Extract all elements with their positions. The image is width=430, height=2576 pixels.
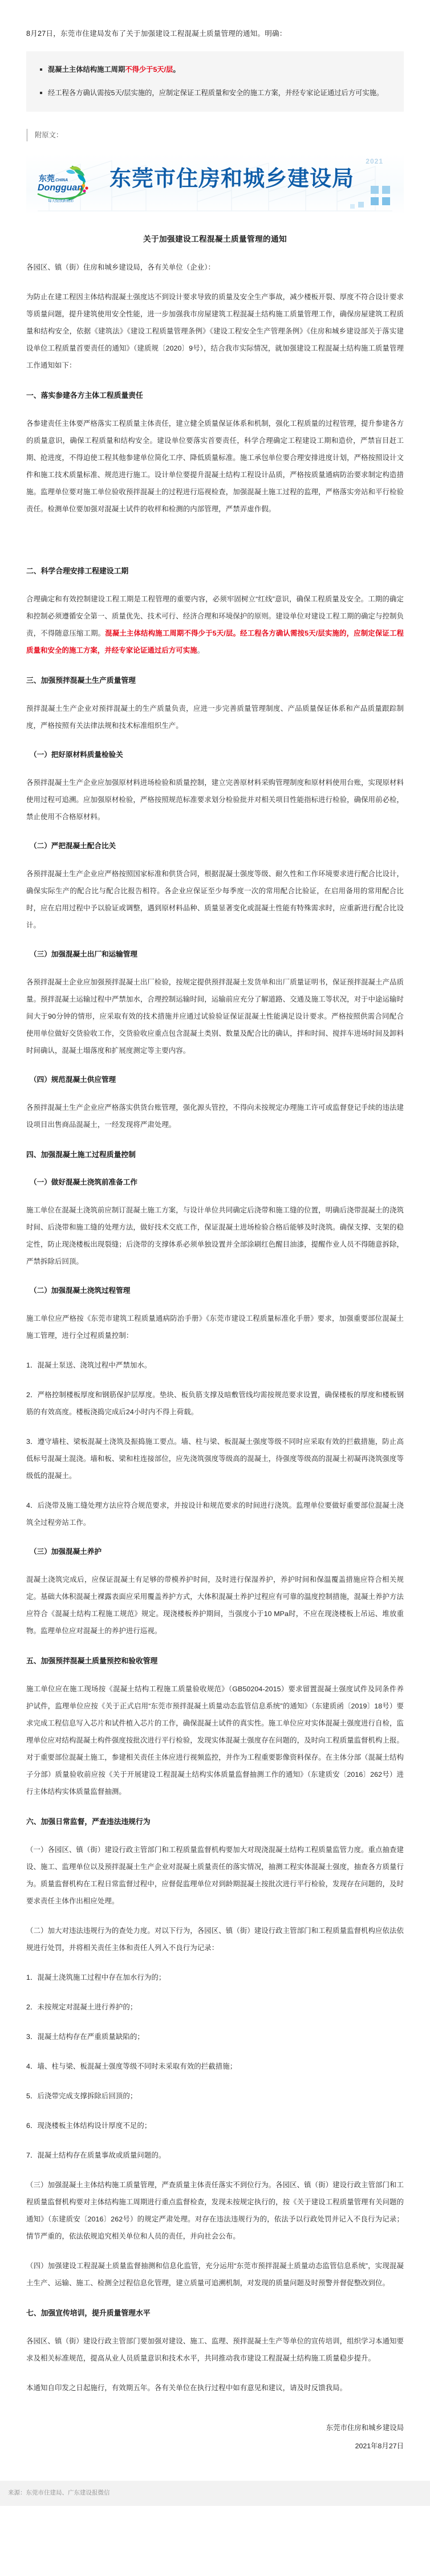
section-heading-1: 一、落实参建各方主体工程质量责任 — [26, 390, 143, 400]
article-page — [0, 7, 430, 2506]
section-paragraph: （四）加强建设工程混凝土质量监督抽测和信息化监管，充分运用“东莞市预拌混凝土质量动态监管信息系统”，实现混凝土生产、运输、施工、检测全过程信息化管理，建立质量可追溯机制，对发现的质量问题及时预警并督促整改到位。 — [26, 2261, 404, 2287]
attachment-note: 附原文： — [26, 129, 404, 141]
section-paragraph: 预拌混凝土生产企业对预拌混凝土的生产质量负责，应进一步完善质量管理制度、产品质量保证体系和产品质量跟踪制度，严格按照有关法律法规和技术标准组织生产。 — [26, 704, 404, 730]
document-preamble: 为防止在建工程因主体结构混凝土强度达不到设计要求导致的质量及安全生产事故，减少楼板开裂、厚度不符合设计要求等质量问题，提升建筑使用安全性能，进一步加强我市房屋建筑工程混凝土结构施工质量管理工作，确保房屋建筑工程质量和结构安全，依据《建筑法》《建设工程质量管理条例》《建设工程安全生产管理条例》《住房和城乡建设部关于落实建设单位工程质量首要责任的通知》（建质规〔2020〕9号），结合我市实际情况，就加强建设工程混凝土结构施工质量管理工作通知如下： — [26, 292, 404, 369]
violation-item-2: 2．未按规定对混凝土进行养护的； — [26, 2003, 137, 2011]
section-heading-7: 七、加强宣传培训，提升质量管理水平 — [26, 2308, 151, 2317]
violation-item-6: 6．现浇楼板主体结构设计厚度不足的； — [26, 2121, 152, 2130]
subsection-paragraph: 各预拌混凝土生产企业应严格按照国家标准和供货合同，根据混凝土强度等级、耐久性和工作环境要求进行配合比设计，确保实际生产的配合比与配合比报告相符。各企业应保证至少每季度一次的常用配合比验证，在启用备用的常用配合比时，应在启用过程中予以验证或调整，遇到原材料品种、质量显著变化或混凝土性能有特殊需求时，应重新进行配合比设计。 — [26, 869, 404, 929]
numbered-item-1: 1．混凝土泵送、浇筑过程中严禁加水。 — [26, 1361, 152, 1369]
numbered-item-4: 4．后浇带及施工缝处理方法应符合规范要求，并按设计和规范要求的时间进行浇筑。监理单位要做好重要部位混凝土浇筑全过程旁站工作。 — [26, 1501, 404, 1527]
section-heading-5: 五、加强预拌混凝土质量预控和验收管理 — [26, 1656, 158, 1665]
section-paragraph: （三）加强混凝土主体结构施工质量管理，严查质量主体责任落实不到位行为。各园区、镇（街）建设行政主管部门和工程质量监督机构要对主体结构施工周期进行重点监督检查，发现未按规定执行的，按《关于建设工程质量管理有关问题的通知》（东建质安〔2016〕262号）的规定严肃处理。对存在违法违规行为的，依法予以行政处罚并记入不良行为记录；情节严重的，依法依规追究相关单位和人员的责任，并向社会公布。 — [26, 2180, 404, 2240]
signature-date: 2021年8月27日 — [355, 2441, 404, 2450]
violation-item-7: 7．混凝土结构存在质量事故或质量问题的。 — [26, 2151, 166, 2159]
section-heading-6: 六、加强日常监督，严查违法违规行为 — [26, 1817, 151, 1826]
subsection-paragraph: 各预拌混凝土生产企业应加强原材料进场检验和质量控制，建立完善原材料采购管理制度和原材料使用台账，实现原材料使用过程可追溯。应加强原材检验，严格按照规范标准要求划分检验批并对相关项目性能指标进行检验，确保用前必检，禁止使用不合格原材料。 — [26, 778, 404, 821]
svg-text:CHINA: CHINA — [55, 178, 68, 182]
violation-item-3: 3．混凝土结构存在严重质量缺陷的； — [26, 2032, 144, 2041]
numbered-item-2: 2．严格控制楼板厚度和钢筋保护层厚度。垫块、板负筋支撑及暗敷管线均需按规范要求设置，确保楼板的厚度和楼板钢筋的有效高度。楼板浇捣完成后24小时内不得上荷载。 — [26, 1390, 404, 1416]
key-point-text: 经工程各方确认需按5天/层实施的，应制定保证工程质量和安全的施工方案，并经专家论证通过后方可实施。 — [48, 88, 384, 97]
section-paragraph: （一）各园区、镇（街）建设行政主管部门和工程质量监督机构要加大对现浇混凝土结构工程质量监管力度。重点抽查建设、施工、监理单位以及预拌混凝土生产企业对混凝土质量责任的落实情况，抽测工程实体混凝土强度，抽查各方质量行为。质量监督机构在工程日常监督过程中，应督促监理单位对到龄期混凝土按批次进行平行检验，发现存在问题的，及时要求责任主体作出相应处理。 — [26, 1845, 404, 1905]
section-heading-4: 四、加强混凝土施工过程质量控制 — [26, 1150, 136, 1159]
svg-text:Dongguan: Dongguan — [38, 182, 83, 193]
svg-text:东莞: 东莞 — [39, 173, 55, 183]
key-point-highlight: 不得少于5天/层 — [125, 65, 173, 74]
section-spacer — [26, 530, 404, 550]
subsection-paragraph: 各预拌混凝土企业应加强预拌混凝土出厂检验，按规定提供预拌混凝土发货单和出厂质量证明书，保证预拌混凝土产品质量。预拌混凝土运输过程中严禁加水，合理控制运输时间，运输前应充分了解道路、交通及施工等状况，对于中途运输时间大于90分钟的情形，应采取有效的技术措施并应通过试验验证保证混凝土性能满足设计要求。严格按照供需合同配合使用单位做好交货验收工作，交货验收应重点包含混凝土类别、数量及配合比的确认，拌和时间、搅拌车进场时间及卸料时间确认，混凝土塌落度和扩展度测定等主要内容。 — [26, 978, 404, 1055]
svg-text:每天绽放新精彩: 每天绽放新精彩 — [48, 198, 74, 203]
section-paragraph: 各园区、镇（街）建设行政主管部门要加强对建设、施工、监理、预拌混凝土生产等单位的宣传培训，组织学习本通知要求及相关标准规范，提高从业人员质量意识和技术水平，共同推动我市建设工程混凝土结构施工质量稳步提升。 — [26, 2337, 404, 2362]
signature-organization: 东莞市住房和城乡建设局 — [326, 2423, 404, 2432]
official-document — [26, 233, 404, 2461]
subsection-heading-3-4: （四）规范混凝土供应管理 — [30, 1075, 116, 1084]
document-title: 关于加强建设工程混凝土质量管理的通知 — [143, 234, 287, 243]
key-point-item — [39, 63, 389, 77]
banner-decorative-squares-icon — [350, 186, 394, 210]
subsection-paragraph: 施工单位在混凝土浇筑前应制订混凝土施工方案，与设计单位共同确定后浇带和施工缝的位置，明确后浇带混凝土的浇筑时间、后浇带和施工缝的处理方法，做好技术交底工作，保证混凝土进场检验合格后能够及时浇筑。确保支撑、支架的稳定性，防止现浇楼板出现裂缝；后浇带的支撑体系必须单独设置并全部涂刷红色醒目油漆，提醒作业人员不得随意拆除，严禁拆除后回顶。 — [26, 1206, 404, 1265]
subsection-heading-4-2: （二）加强混凝土浇筑过程管理 — [30, 1286, 131, 1295]
banner-year: 2021 — [366, 157, 383, 165]
subsection-heading-3-3: （三）加强混凝土出厂和运输管理 — [30, 950, 137, 958]
dongguan-city-logo-icon — [36, 163, 104, 205]
banner-org-title: 东莞市住房和城乡建设局 — [109, 166, 355, 191]
section-paragraph-mixed — [26, 591, 404, 659]
violation-item-4: 4．墙、柱与梁、板混凝土强度等级不同时未采取有效的拦截措施； — [26, 2062, 237, 2070]
subsection-heading-4-3: （三）加强混凝土养护 — [30, 1547, 102, 1556]
key-points-callout — [26, 51, 404, 112]
paragraph-text-plain: 合理确定和有效控制建设工程工期是工程管理的重要内容，必须牢固树立“红线”意识，确保工程质量及安全。工期的确定和控制必须遵循安全第一、质量优先、技术可行、经济合理和环境保护的原则。建设单位对建设工程工期的确定与控制负责，不得随意压缩工期。 — [26, 595, 404, 637]
key-point-item — [39, 86, 389, 100]
section-heading-2: 二、科学合理安排工程建设工期 — [26, 566, 129, 575]
section-paragraph: 各参建责任主体要严格落实工程质量主体责任，建立健全质量保证体系和机制，强化工程质量的过程管理，提升参建各方的质量意识，确保工程质量和结构安全。建设单位要落实首要责任，科学合理确定工程建设工期和造价，严禁盲目赶工期、抢进度，不得迫使工程其他参建单位简化工序、降低质量标准。施工承包单位要合理安排进度计划，严格按照设计文件和施工技术质量标准、规范进行施工。设计单位要提升混凝土结构工程设计品质，严格按质量通病防治要求制定构造措施。监理单位要对施工单位验收预拌混凝土的过程进行巡视检查，加强混凝土施工过程的监理，严格落实旁站和平行检验责任。检测单位要加强对混凝土试件的收样和检测的内部管理，严禁弄虚作假。 — [26, 419, 404, 513]
section-heading-3: 三、加强预拌混凝土生产质量管理 — [26, 675, 136, 685]
subsection-paragraph: 混凝土浇筑完成后，应保证混凝土有足够的带模养护时间，及时进行保湿养护，养护时间和保温覆盖措施应符合相关规定。基础大体积混凝土裸露表面应采用覆盖养护方式，大体积混凝土养护过程应有可靠的温度控制措施，混凝土养护方法应符合《混凝土结构工程施工规范》规定。现浇楼板养护期间，当强度小于10 MPa时，不应在现浇楼板上吊运、堆放重物。监理单位应对混凝土的养护进行巡视。 — [26, 1575, 404, 1635]
signature-block — [26, 2419, 404, 2455]
document-salutation: 各园区、镇（街）住房和城乡建设局，各有关单位（企业）： — [26, 263, 216, 271]
violation-item-1: 1．混凝土浇筑施工过程中存在加水行为的； — [26, 1973, 166, 1981]
subsection-heading-4-1: （一）做好混凝土浇筑前准备工作 — [30, 1178, 137, 1186]
article-footer-source: 来源：东莞市住建局、广东建设报微信 — [0, 2481, 430, 2506]
section-paragraph: 本通知自印发之日起施行，有效期五年。各有关单位在执行过程中如有意见和建议，请及时反馈我局。 — [26, 2383, 347, 2392]
section-paragraph: 施工单位应在施工现场按《混凝土结构工程施工质量验收规范》（GB50204-2015）要求留置混凝土强度试件及同条件养护试件，监理单位应按《关于正式启用“东莞市预拌混凝土质量动态监管信息系统”的通知》（东建质函〔2019〕18号）要求完成工程信息写入芯片和试件植入芯片的工作，确保混凝土试件的真实性。施工单位应对实体混凝土强度进行自检，监理单位应对结构混凝土构件强度按批次进行平行检验，发现实体混凝土强度存在问题的，及时向工程质量监督机构上报。对于重要部位混凝土施工，参建相关责任主体应进行视频监控，并作为工程重要影像资料保存。在主体分部（混凝土结构子分部）质量验收前应按《关于开展建设工程混凝土结构实体质量监督抽测工作的通知》（东建质安〔2016〕262号）进行主体结构实体质量监督抽测。 — [26, 1684, 404, 1796]
section-paragraph: （二）加大对违法违规行为的查处力度。对以下行为，各园区、镇（街）建设行政主管部门和工程质量监督机构应依法依规进行处罚，并将相关责任主体和责任人列入不良行为记录： — [26, 1926, 404, 1952]
key-point-prefix: 混凝土主体结构施工周期 — [48, 65, 125, 74]
article-lead-paragraph: 8月27日，东莞市住建局发布了关于加强建设工程混凝土质量管理的通知。明确： — [26, 29, 287, 38]
numbered-item-3: 3．遵守墙柱、梁板混凝土浇筑及振捣施工要点。墙、柱与梁、板混凝土强度等级不同时应采取有效的拦截措施，防止高低标号混凝土混浇。墙和板、梁和柱连接部位，应先浇筑强度等级高的混凝土，待强度等级高的混凝土初凝再浇筑强度等级低的混凝土。 — [26, 1437, 404, 1480]
paragraph-text-tail: 。 — [197, 646, 205, 654]
violation-item-5: 5．后浇带完成支撑拆除后回顶的； — [26, 2091, 137, 2100]
key-points-list — [39, 63, 389, 100]
article-inner — [0, 7, 430, 2461]
subsection-heading-3-1: （一）把好原材料质量检验关 — [30, 750, 123, 759]
key-point-suffix: 。 — [173, 65, 180, 74]
subsection-paragraph: 施工单位应严格按《东莞市建筑工程质量通病防治手册》《东莞市建设工程质量标准化手册》要求，加强重要部位混凝土施工管理，进行全过程质量控制： — [26, 1314, 404, 1340]
org-banner — [26, 154, 404, 214]
paragraph-text-emphasis: 混凝土主体结构施工周期不得少于5天/层。经工程各方确认需按5天/层实施的，应制定保证工程质量和安全的施工方案，并经专家论证通过后方可实施 — [26, 629, 404, 654]
subsection-heading-3-2: （二）严把混凝土配合比关 — [30, 841, 116, 850]
subsection-paragraph: 各预拌混凝土生产企业应严格落实供货台账管理，强化源头管控，不得向未按规定办理施工许可或监督登记手续的违法建设项目出售商品混凝土，一经发现将严肃处理。 — [26, 1103, 404, 1129]
